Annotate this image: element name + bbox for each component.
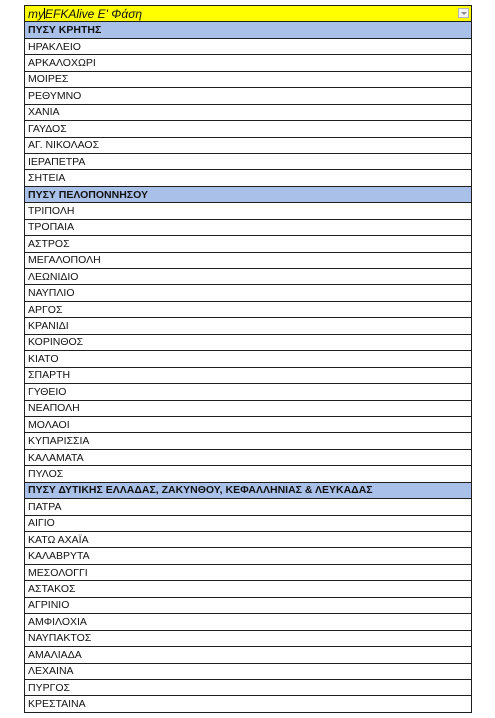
section-header-cell[interactable]: ΠΥΣΥ ΔΥΤΙΚΗΣ ΕΛΛΑΔΑΣ, ΖΑΚΥΝΘΟΥ, ΚΕΦΑΛΛΗΝΙΑΣ & ΛΕΥΚΑΔΑΣ [25, 482, 472, 498]
location-cell[interactable]: ΗΡΑΚΛΕΙΟ [25, 38, 472, 54]
location-cell[interactable]: ΜΕΓΑΛΟΠΟΛΗ [25, 252, 472, 268]
table-row [25, 137, 472, 153]
table-row [25, 334, 472, 350]
location-cell[interactable]: ΓΥΘΕΙΟ [25, 384, 472, 400]
location-cell[interactable]: ΝΑΥΠΛΙΟ [25, 285, 472, 301]
location-cell[interactable]: ΝΕΑΠΟΛΗ [25, 400, 472, 416]
table-options-dropdown-icon[interactable] [458, 8, 469, 18]
location-cell[interactable]: ΑΡΓΟΣ [25, 301, 472, 317]
table-row [25, 630, 472, 646]
location-cell[interactable]: ΚΡΑΝΙΔΙ [25, 318, 472, 334]
location-cell[interactable]: ΑΜΑΛΙΑΔΑ [25, 647, 472, 663]
table-row [25, 548, 472, 564]
table-row [25, 71, 472, 87]
location-cell[interactable]: ΤΡΟΠΑΙΑ [25, 219, 472, 235]
location-cell[interactable]: ΝΑΥΠΑΚΤΟΣ [25, 630, 472, 646]
table-row [25, 170, 472, 186]
table-row [25, 663, 472, 679]
location-cell[interactable]: ΧΑΝΙΑ [25, 104, 472, 120]
table-row [25, 203, 472, 219]
table-row [25, 55, 472, 71]
table-row [25, 449, 472, 465]
table-row [25, 499, 472, 515]
location-cell[interactable]: ΑΣΤΑΚΟΣ [25, 581, 472, 597]
location-cell[interactable]: ΑΣΤΡΟΣ [25, 236, 472, 252]
table-row [25, 318, 472, 334]
location-cell[interactable]: ΑΓ. ΝΙΚΟΛΑΟΣ [25, 137, 472, 153]
location-cell[interactable]: ΑΡΚΑΛΟΧΩΡΙ [25, 55, 472, 71]
title-prefix: my [28, 6, 44, 21]
table-row [25, 153, 472, 169]
location-cell[interactable]: ΡΕΘΥΜΝΟ [25, 88, 472, 104]
location-cell[interactable]: ΚΡΕΣΤΑΙΝΑ [25, 696, 472, 712]
table-row [25, 696, 472, 712]
locations-table [24, 5, 472, 713]
location-cell[interactable]: ΜΟΙΡΕΣ [25, 71, 472, 87]
table-row [25, 121, 472, 137]
table-row [25, 88, 472, 104]
title-cell[interactable] [25, 6, 472, 22]
location-cell[interactable]: ΚΑΛΑΜΑΤΑ [25, 449, 472, 465]
table-row [25, 532, 472, 548]
location-cell[interactable]: ΚΟΡΙΝΘΟΣ [25, 334, 472, 350]
table-row [25, 367, 472, 383]
table-row [25, 351, 472, 367]
location-cell[interactable]: ΑΓΡΙΝΙΟ [25, 597, 472, 613]
table-row [25, 301, 472, 317]
table-row [25, 564, 472, 580]
section-header-cell[interactable]: ΠΥΣΥ ΠΕΛΟΠΟΝΝΗΣΟΥ [25, 186, 472, 202]
table-row [25, 38, 472, 54]
location-cell[interactable]: ΠΥΡΓΟΣ [25, 679, 472, 695]
table-row [25, 433, 472, 449]
location-cell[interactable]: ΓΑΥΔΟΣ [25, 121, 472, 137]
section-header-row [25, 22, 472, 38]
table-row [25, 416, 472, 432]
location-cell[interactable]: ΚΥΠΑΡΙΣΣΙΑ [25, 433, 472, 449]
section-header-cell[interactable]: ΠΥΣΥ ΚΡΗΤΗΣ [25, 22, 472, 38]
location-cell[interactable]: ΜΕΣΟΛΟΓΓΙ [25, 564, 472, 580]
location-cell[interactable]: ΙΕΡΑΠΕΤΡΑ [25, 153, 472, 169]
table-row [25, 515, 472, 531]
location-cell[interactable]: ΠΑΤΡΑ [25, 499, 472, 515]
table-row [25, 614, 472, 630]
location-cell[interactable]: ΛΕΩΝΙΔΙΟ [25, 269, 472, 285]
table-row [25, 400, 472, 416]
table-row [25, 236, 472, 252]
location-cell[interactable]: ΚΑΛΑΒΡΥΤΑ [25, 548, 472, 564]
table-row [25, 679, 472, 695]
title-row [25, 6, 472, 22]
table-row [25, 581, 472, 597]
title-text: EFKAlive Ε' Φάση [45, 6, 143, 21]
location-cell[interactable]: ΜΟΛΑΟΙ [25, 416, 472, 432]
location-cell[interactable]: ΠΥΛΟΣ [25, 466, 472, 482]
section-header-row [25, 482, 472, 498]
table-row [25, 597, 472, 613]
location-cell[interactable]: ΑΙΓΙΟ [25, 515, 472, 531]
location-cell[interactable]: ΛΕΧΑΙΝΑ [25, 663, 472, 679]
document-table-container [24, 5, 472, 713]
table-row [25, 104, 472, 120]
table-row [25, 384, 472, 400]
location-cell[interactable]: ΚΙΑΤΟ [25, 351, 472, 367]
location-cell[interactable]: ΤΡΙΠΟΛΗ [25, 203, 472, 219]
table-row [25, 219, 472, 235]
location-cell[interactable]: ΣΠΑΡΤΗ [25, 367, 472, 383]
location-cell[interactable]: ΚΑΤΩ ΑΧΑΪΑ [25, 532, 472, 548]
table-row [25, 252, 472, 268]
location-cell[interactable]: ΣΗΤΕΙΑ [25, 170, 472, 186]
location-cell[interactable]: ΑΜΦΙΛΟΧΙΑ [25, 614, 472, 630]
table-row [25, 285, 472, 301]
section-header-row [25, 186, 472, 202]
table-row [25, 269, 472, 285]
table-row [25, 466, 472, 482]
table-row [25, 647, 472, 663]
